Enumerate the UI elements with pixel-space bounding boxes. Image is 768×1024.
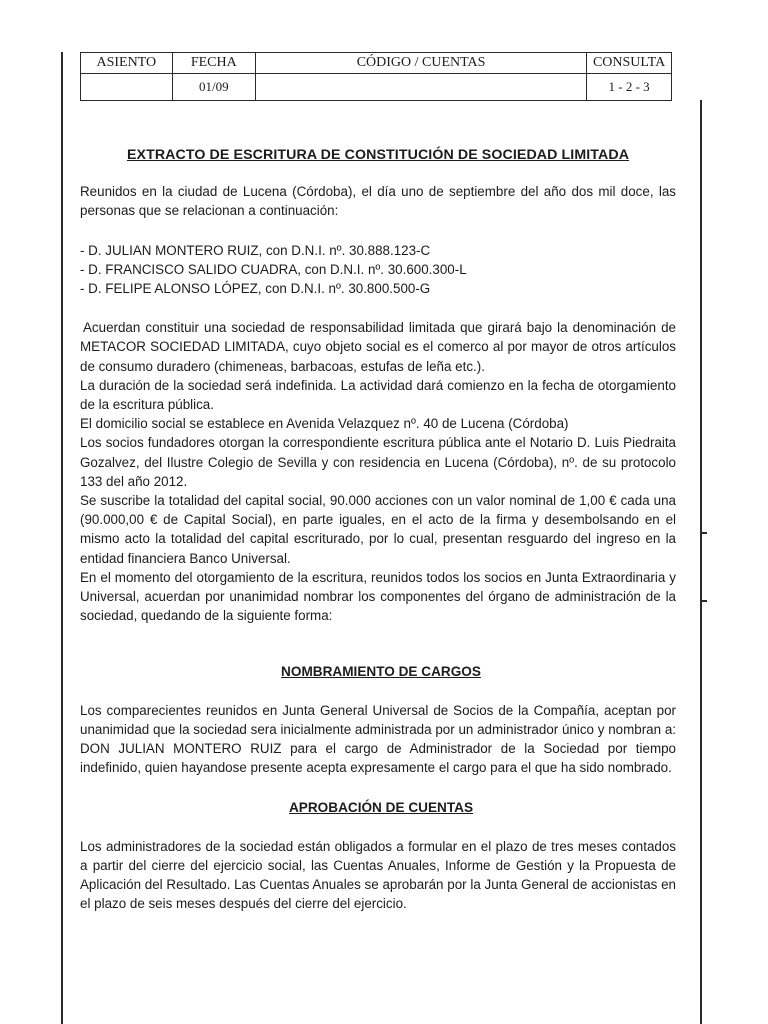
person-item: - D. FELIPE ALONSO LÓPEZ, con D.N.I. nº. 30.800.500-G (80, 281, 431, 297)
paragraph-company-purpose: Acuerdan constituir una sociedad de responsabilidad limitada que girará bajo la denominación de METACOR SOCIEDAD LIMITADA, cuyo objeto social es el comerco al por mayor de otros artículos de consumo duradero (chimeneas, barbacoas, estufas de leña etc.). (80, 320, 676, 374)
intro-paragraph: Reunidos en la ciudad de Lucena (Córdoba), el día uno de septiembre del año dos mil doce, las personas que se relacionan a continuación: (80, 184, 676, 219)
left-margin-rule (61, 52, 63, 1024)
header-cell-asiento: ASIENTO (81, 53, 173, 74)
section-title-aprobacion: APROBACIÓN DE CUENTAS (288, 800, 474, 816)
header-table-row-labels (81, 53, 672, 74)
value-cell-codigo (256, 74, 587, 101)
paragraph-capital: Se suscribe la totalidad del capital social, 90.000 acciones con un valor nominal de 1,00 € cada una (90.000,00 € de Capital Social), en parte iguales, en el acto de la firma y desembolsando en el mismo acto la totalidad del capital escriturado, por lo cual, presentan resguardo del ingreso en la entidad financiera Banco Universal. (80, 493, 676, 566)
value-cell-fecha: 01/09 (172, 74, 255, 101)
header-cell-fecha: FECHA (172, 53, 255, 74)
right-margin-tick (700, 532, 707, 534)
right-margin-tick (700, 600, 707, 602)
section-text-aprobacion: Los administradores de la sociedad están obligados a formular en el plazo de tres meses contados a partir del cierre del ejercicio social, las Cuentas Anuales, Informe de Gestión y la Propuesta de Aplicación del Resultado. Las Cuentas Anuales se aprobarán por la Junta General de accionistas en el plazo de seis meses después del cierre del ejercicio. (80, 838, 676, 912)
section-title-nombramiento: NOMBRAMIENTO DE CARGOS (281, 664, 481, 680)
right-margin-rule (700, 100, 702, 1024)
section-text-nombramiento: Los comparecientes reunidos en Junta General Universal de Socios de la Compañía, aceptan por unanimidad que la sociedad sera inicialmente administrada por un administrador único y nombran a: DON JULIAN MONTERO RUIZ para el cargo de Administrador de la Sociedad por tiempo indefinido, quien hayandose presente acepta expresamente el cargo para el que ha sido nombrado. (80, 702, 676, 776)
persons-list (80, 241, 676, 299)
person-item: - D. FRANCISCO SALIDO CUADRA, con D.N.I. nº. 30.600.300-L (80, 261, 467, 277)
paragraph-address: El domicilio social se establece en Avenida Velazquez nº. 40 de Lucena (Córdoba) (80, 416, 569, 432)
value-cell-asiento (81, 74, 173, 101)
header-table-row-values (81, 74, 672, 101)
header-table (80, 52, 672, 101)
document-body (80, 146, 676, 914)
header-cell-codigo: CÓDIGO / CUENTAS (256, 53, 587, 74)
paragraph-administration: En el momento del otorgamiento de la escritura, reunidos todos los socios en Junta Extraordinaria y Universal, acuerdan por unanimidad nombrar los componentes del órgano de administración de la sociedad, quedando de la siguiente forma: (80, 569, 676, 624)
person-item: - D. JULIAN MONTERO RUIZ, con D.N.I. nº. 30.888.123-C (80, 242, 431, 258)
document-title: EXTRACTO DE ESCRITURA DE CONSTITUCIÓN DE SOCIEDAD LIMITADA (126, 147, 630, 163)
paragraph-notary: Los socios fundadores otorgan la correspondiente escritura pública ante el Notario D. Luis Piedraita Gozalvez, del Ilustre Colegio de Sevilla y con residencia en Lucena (Córdoba), nº. de su protocolo 133 del año 2012. (80, 435, 676, 489)
agreement-paragraphs (80, 318, 676, 625)
value-cell-consulta: 1 - 2 - 3 (587, 74, 672, 101)
paragraph-duration: La duración de la sociedad será indefinida. La actividad dará comienzo en la fecha de otorgamiento de la escritura pública. (80, 377, 676, 413)
header-cell-consulta: CONSULTA (587, 53, 672, 74)
